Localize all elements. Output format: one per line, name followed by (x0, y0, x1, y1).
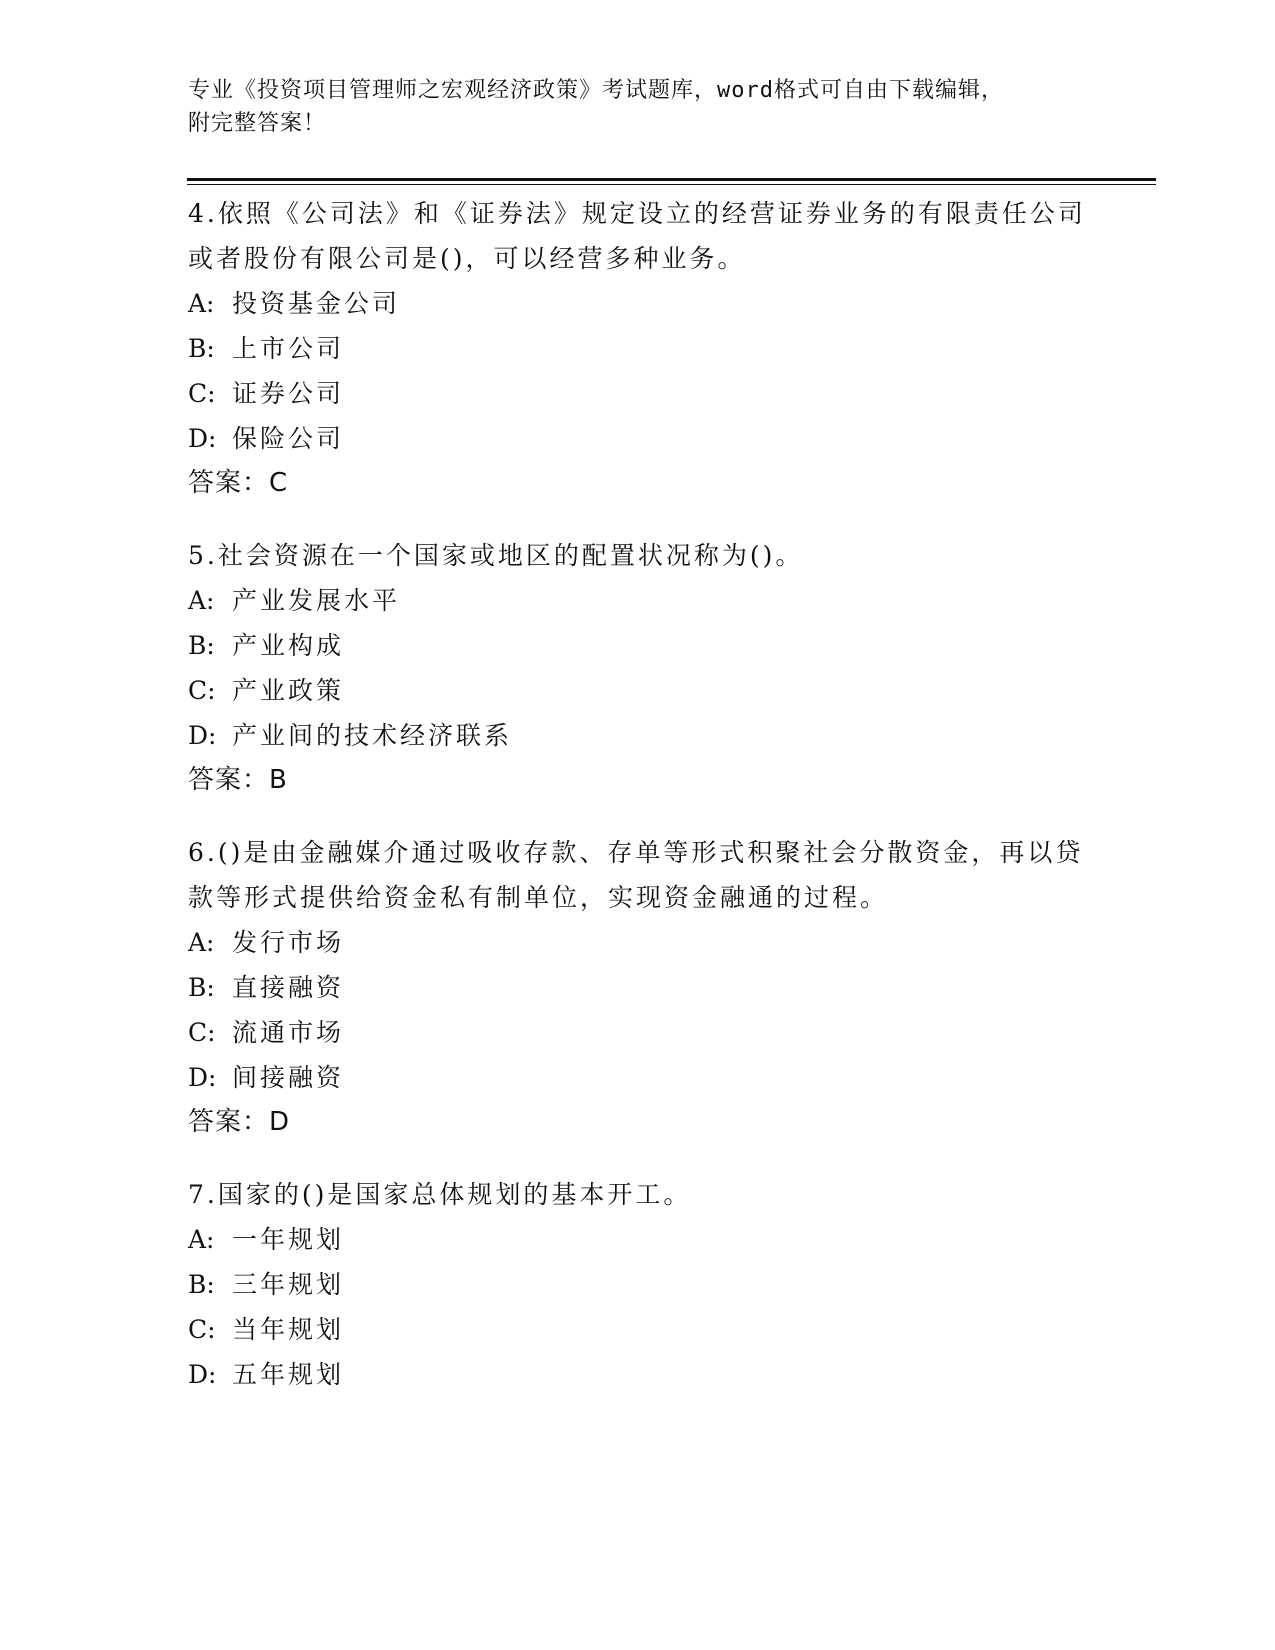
option-text: 产业间的技术经济联系 (232, 721, 513, 750)
option-a (188, 578, 1088, 623)
option-letter: A: (188, 289, 215, 318)
question-4 (188, 190, 1088, 506)
option-d (188, 1352, 1088, 1397)
answer-label: 答案：C (188, 468, 289, 498)
option-letter: C: (188, 1018, 216, 1047)
question-stem: 6.()是由金融媒介通过吸收存款、存单等形式积聚社会分散资金，再以贷款等形式提供给资金私有制单位，实现资金融通的过程。 (188, 838, 1084, 912)
question-stem: 4.依照《公司法》和《证券法》规定设立的经营证券业务的有限责任公司或者股份有限公司是()，可以经营多种业务。 (188, 199, 1086, 273)
option-d (188, 416, 1088, 461)
option-letter: C: (188, 676, 216, 705)
option-letter: D: (188, 1063, 217, 1092)
option-text: 当年规划 (232, 1315, 345, 1344)
header-line-1: 专业《投资项目管理师之宏观经济政策》考试题库，word格式可自由下载编辑， (188, 78, 1004, 103)
option-d (188, 713, 1088, 758)
option-c (188, 1010, 1088, 1055)
question-7 (188, 1171, 1088, 1397)
document-header (188, 74, 1068, 140)
option-text: 产业构成 (232, 631, 345, 660)
question-6 (188, 829, 1088, 1145)
option-letter: D: (188, 424, 217, 453)
option-text: 一年规划 (232, 1225, 345, 1254)
option-a (188, 920, 1088, 965)
option-letter: B: (188, 631, 215, 660)
option-letter: A: (188, 928, 215, 957)
option-letter: A: (188, 1225, 215, 1254)
option-text: 三年规划 (232, 1270, 345, 1299)
option-letter: D: (188, 1360, 217, 1389)
option-text: 五年规划 (232, 1360, 345, 1389)
question-list (188, 190, 1088, 1423)
option-letter: B: (188, 334, 215, 363)
option-c (188, 668, 1088, 713)
header-divider-thin (187, 184, 1156, 185)
answer-label: 答案：D (188, 1107, 291, 1137)
option-text: 产业政策 (232, 676, 345, 705)
option-text: 发行市场 (232, 928, 345, 957)
option-c (188, 1307, 1088, 1352)
answer-label: 答案：B (188, 765, 288, 795)
option-c (188, 371, 1088, 416)
option-letter: B: (188, 1270, 215, 1299)
header-divider-thick (187, 178, 1156, 181)
question-stem: 5.社会资源在一个国家或地区的配置状况称为()。 (188, 541, 804, 570)
option-letter: D: (188, 721, 217, 750)
option-letter: A: (188, 586, 215, 615)
option-letter: C: (188, 379, 216, 408)
option-d (188, 1055, 1088, 1100)
option-b (188, 1262, 1088, 1307)
question-5 (188, 532, 1088, 803)
option-text: 流通市场 (232, 1018, 345, 1047)
option-text: 证券公司 (232, 379, 345, 408)
option-b (188, 326, 1088, 371)
option-letter: B: (188, 973, 215, 1002)
option-a (188, 1217, 1088, 1262)
header-line-2: 附完整答案！ (188, 111, 327, 136)
option-text: 产业发展水平 (232, 586, 401, 615)
option-text: 上市公司 (232, 334, 345, 363)
option-text: 间接融资 (232, 1063, 345, 1092)
option-b (188, 623, 1088, 668)
question-stem: 7.国家的()是国家总体规划的基本开工。 (188, 1180, 692, 1209)
option-text: 保险公司 (232, 424, 345, 453)
option-a (188, 281, 1088, 326)
option-text: 直接融资 (232, 973, 345, 1002)
option-letter: C: (188, 1315, 216, 1344)
option-text: 投资基金公司 (232, 289, 401, 318)
option-b (188, 965, 1088, 1010)
